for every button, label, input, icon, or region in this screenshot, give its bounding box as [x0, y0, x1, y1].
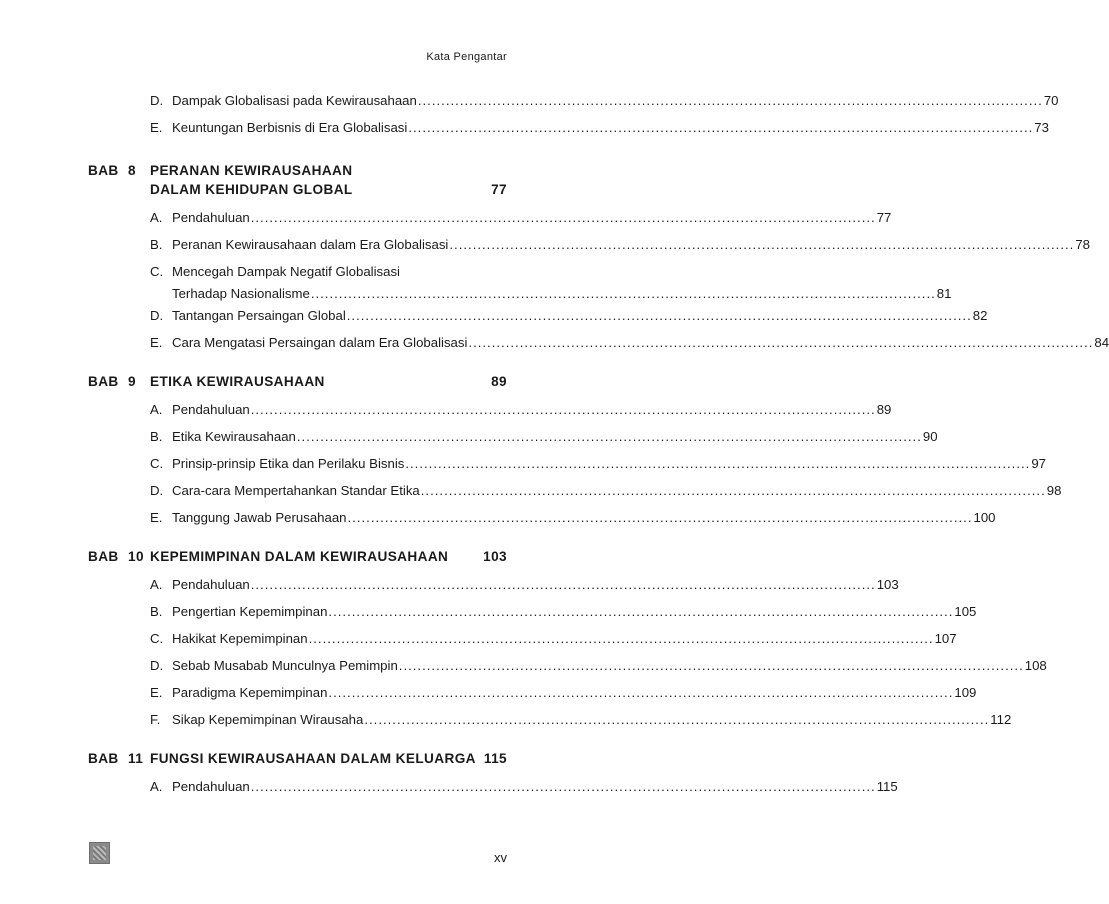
- dot-leader: [251, 209, 876, 227]
- entry-title: Tantangan Persaingan Global: [172, 308, 346, 323]
- entry-page: 73: [1034, 120, 1049, 135]
- toc-entry: [150, 428, 938, 446]
- chapter-bab-label: BAB: [88, 374, 119, 389]
- entry-page: 107: [934, 631, 957, 646]
- entry-letter: C.: [150, 631, 164, 646]
- chapter-title: KEPEMIMPINAN DALAM KEWIRAUSAHAAN: [150, 549, 449, 564]
- toc-entry: [150, 92, 1059, 110]
- chapter-heading-11: [88, 749, 507, 768]
- table-of-contents: [88, 92, 1109, 796]
- entry-letter: F.: [150, 712, 161, 727]
- chapter-bab-label: BAB: [88, 549, 119, 564]
- chapter-heading-8: [88, 161, 507, 199]
- dot-leader: [468, 334, 1093, 352]
- entry-title: Mencegah Dampak Negatif Globalisasi: [172, 264, 400, 279]
- chapter-title: PERANAN KEWIRAUSAHAAN: [150, 163, 353, 178]
- chapter-page: 89: [491, 374, 507, 389]
- chapter-page: 115: [483, 751, 507, 766]
- chapter-heading-10: [88, 547, 507, 566]
- entry-letter: E.: [150, 120, 163, 135]
- entry-letter: B.: [150, 429, 163, 444]
- entry-title: Etika Kewirausahaan: [172, 429, 296, 444]
- entry-letter: C.: [150, 264, 164, 279]
- dot-leader: [449, 236, 1074, 254]
- toc-entry: [150, 334, 1109, 352]
- dot-leader: [348, 509, 973, 527]
- entry-title: Pendahuluan: [172, 402, 250, 417]
- entry-letter: E.: [150, 510, 163, 525]
- chapter-bab-label: BAB: [88, 751, 119, 766]
- entry-title: Sebab Musabab Munculnya Pemimpin: [172, 658, 398, 673]
- entry-title: Tanggung Jawab Perusahaan: [172, 510, 347, 525]
- toc-entry: [150, 401, 892, 419]
- chapter-title: ETIKA KEWIRAUSAHAAN: [150, 374, 325, 389]
- toc-entry: [150, 209, 892, 227]
- dot-leader: [251, 576, 876, 594]
- chapter-page: 103: [483, 549, 507, 564]
- entry-page: 108: [1024, 658, 1047, 673]
- entry-page: 78: [1075, 237, 1091, 252]
- entry-page: 97: [1031, 456, 1046, 471]
- chapter-bab-label: BAB: [88, 163, 119, 178]
- entry-page: 112: [990, 712, 1012, 727]
- entry-letter: D.: [150, 308, 164, 323]
- entry-page: 98: [1046, 483, 1062, 498]
- dot-leader: [328, 684, 953, 702]
- entry-page: 82: [972, 308, 988, 323]
- dot-leader: [309, 630, 934, 648]
- entry-title: Pengertian Kepemimpinan: [172, 604, 328, 619]
- dot-leader: [251, 778, 876, 796]
- entry-letter: E.: [150, 335, 163, 350]
- dot-leader: [421, 482, 1046, 500]
- dot-leader: [251, 401, 876, 419]
- chapter-title: DALAM KEHIDUPAN GLOBAL: [150, 182, 353, 197]
- entry-letter: A.: [150, 402, 163, 417]
- toc-entry: [150, 778, 898, 796]
- chapter-heading-9: [88, 372, 507, 391]
- toc-entry: [150, 711, 1012, 729]
- entry-page: 70: [1043, 93, 1059, 108]
- chapter-number: 9: [128, 374, 136, 389]
- entry-letter: C.: [150, 456, 164, 471]
- toc-entry: [150, 455, 1046, 473]
- entry-page: 115: [876, 779, 898, 794]
- entry-title: Cara-cara Mempertahankan Standar Etika: [172, 483, 420, 498]
- toc-entry: [150, 236, 1091, 254]
- running-header: Kata Pengantar: [426, 51, 507, 63]
- toc-entry: [150, 509, 996, 527]
- chapter-title: FUNGSI KEWIRAUSAHAAN DALAM KELUARGA: [150, 751, 476, 766]
- entry-page: 81: [936, 286, 952, 301]
- entry-letter: A.: [150, 779, 163, 794]
- entry-page: 109: [954, 685, 977, 700]
- toc-entry: [150, 630, 957, 648]
- entry-letter: E.: [150, 685, 163, 700]
- entry-title: Pendahuluan: [172, 210, 250, 225]
- entry-title: Paradigma Kepemimpinan: [172, 685, 328, 700]
- entry-letter: B.: [150, 604, 163, 619]
- entry-title: Dampak Globalisasi pada Kewirausahaan: [172, 93, 417, 108]
- entry-title: Keuntungan Berbisnis di Era Globalisasi: [172, 120, 408, 135]
- entry-letter: B.: [150, 237, 163, 252]
- entry-letter: A.: [150, 210, 163, 225]
- chapter-number: 8: [128, 163, 136, 178]
- entry-page: 77: [876, 210, 892, 225]
- entry-page: 89: [876, 402, 892, 417]
- entry-page: 103: [876, 577, 899, 592]
- toc-entry: [150, 263, 952, 303]
- toc-entry: [150, 576, 899, 594]
- dot-leader: [418, 92, 1043, 110]
- entry-title: Pendahuluan: [172, 779, 250, 794]
- toc-entry: [150, 657, 1047, 675]
- page-number: xv: [494, 850, 507, 865]
- chapter-number: 10: [128, 549, 144, 564]
- chapter-page: 77: [491, 182, 507, 197]
- toc-entry: [150, 307, 988, 325]
- entry-letter: D.: [150, 658, 164, 673]
- entry-title: Cara Mengatasi Persaingan dalam Era Globalisasi: [172, 335, 468, 350]
- entry-title: Terhadap Nasionalisme: [172, 286, 310, 301]
- entry-title: Hakikat Kepemimpinan: [172, 631, 308, 646]
- dot-leader: [408, 119, 1033, 137]
- entry-page: 90: [922, 429, 938, 444]
- chapter-number: 11: [128, 751, 144, 766]
- entry-title: Sikap Kepemimpinan Wirausaha: [172, 712, 364, 727]
- entry-page: 84: [1094, 335, 1109, 350]
- toc-entry: [150, 119, 1049, 137]
- entry-title: Peranan Kewirausahaan dalam Era Globalisasi: [172, 237, 449, 252]
- entry-title: Pendahuluan: [172, 577, 250, 592]
- dot-leader: [405, 455, 1030, 473]
- entry-page: 105: [954, 604, 977, 619]
- toc-entry: [150, 684, 977, 702]
- dot-leader: [399, 657, 1024, 675]
- toc-entry: [150, 603, 977, 621]
- dot-leader: [364, 711, 989, 729]
- entry-letter: A.: [150, 577, 163, 592]
- dot-leader: [347, 307, 972, 325]
- entry-page: 100: [973, 510, 996, 525]
- publisher-logo-icon: [89, 842, 110, 864]
- entry-title: Prinsip-prinsip Etika dan Perilaku Bisnis: [172, 456, 405, 471]
- dot-leader: [328, 603, 953, 621]
- dot-leader: [311, 285, 936, 303]
- entry-letter: D.: [150, 483, 164, 498]
- toc-entry: [150, 482, 1062, 500]
- dot-leader: [297, 428, 922, 446]
- entry-letter: D.: [150, 93, 164, 108]
